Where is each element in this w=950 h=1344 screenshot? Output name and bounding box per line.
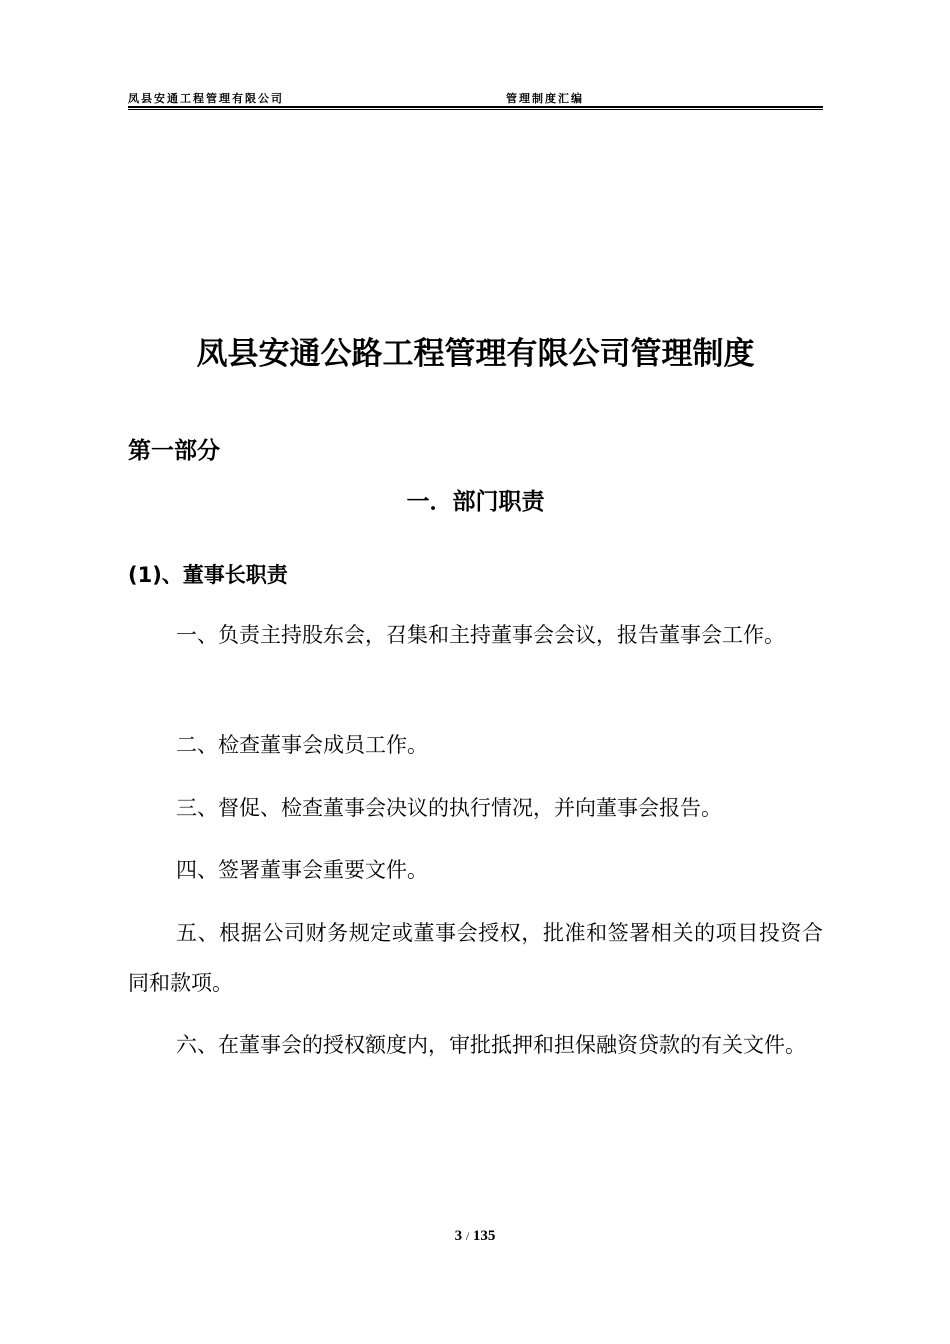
section-heading: 一．部门职责 bbox=[406, 489, 545, 515]
header-doc-title: 管理制度汇编 bbox=[506, 92, 584, 105]
subsection-heading: (1)、董事长职责 bbox=[128, 563, 288, 587]
page-footer bbox=[0, 1228, 950, 1245]
paragraph-6: 六、在董事会的授权额度内，审批抵押和担保融资贷款的有关文件。 bbox=[176, 1033, 806, 1057]
page-number-current: 3 bbox=[454, 1228, 463, 1244]
paragraph-2: 二、检查董事会成员工作。 bbox=[176, 733, 428, 757]
header-company: 凤县安通工程管理有限公司 bbox=[128, 92, 284, 105]
header-rule-thin bbox=[128, 109, 823, 110]
header-rule-thick bbox=[128, 106, 823, 108]
page-number-separator: / bbox=[465, 1229, 470, 1243]
paragraph-4: 四、签署董事会重要文件。 bbox=[176, 858, 428, 882]
paragraph-3: 三、督促、检查董事会决议的执行情况，并向董事会报告。 bbox=[176, 796, 722, 820]
document-title: 凤县安通公路工程管理有限公司管理制度 bbox=[196, 336, 755, 372]
paragraph-1: 一、负责主持股东会，召集和主持董事会会议，报告董事会工作。 bbox=[176, 623, 785, 647]
page-header bbox=[128, 88, 823, 108]
page-number-total: 135 bbox=[472, 1228, 496, 1244]
paragraph-5: 五、根据公司财务规定或董事会授权，批准和签署相关的项目投资合同和款项。 bbox=[128, 921, 823, 995]
part-heading: 第一部分 bbox=[128, 438, 220, 464]
